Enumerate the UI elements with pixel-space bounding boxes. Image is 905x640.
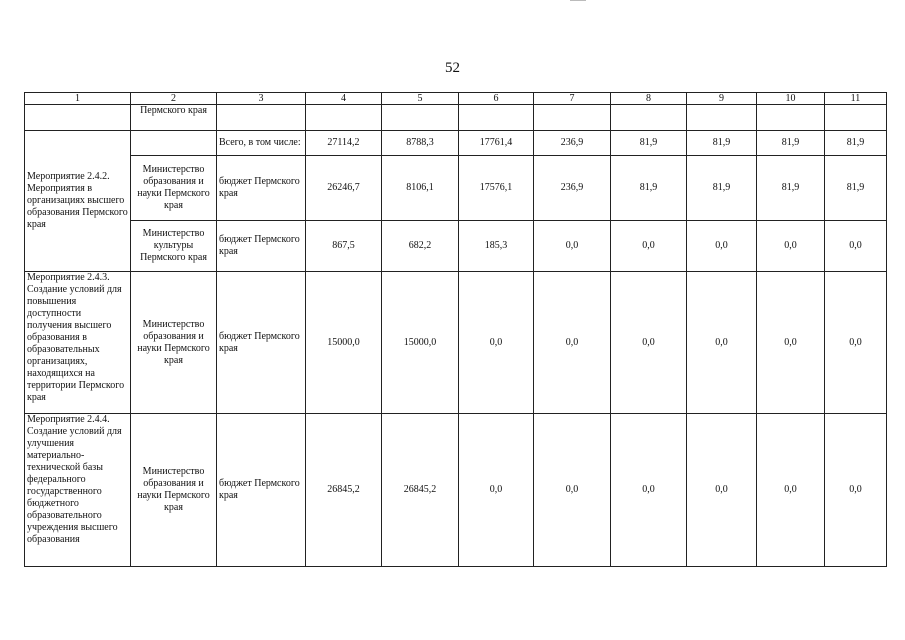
value-cell: 0,0 xyxy=(825,414,887,567)
column-header: 5 xyxy=(382,93,459,105)
value-cell: 0,0 xyxy=(611,272,687,414)
table-row-242-culture xyxy=(25,221,887,272)
table-row-242-total xyxy=(25,131,887,156)
value-cell: 17761,4 xyxy=(459,131,534,156)
empty-cell xyxy=(131,131,217,156)
event-title-cell: Мероприятие 2.4.4. Создание условий для улучшения материально-технической базы федерального государственного бюджетного образовательного учреждения высшего образования xyxy=(25,414,131,567)
empty-cell xyxy=(757,105,825,131)
value-cell: 81,9 xyxy=(757,131,825,156)
value-cell: 8788,3 xyxy=(382,131,459,156)
value-cell: 0,0 xyxy=(611,221,687,272)
value-cell: 0,0 xyxy=(825,272,887,414)
empty-cell xyxy=(459,105,534,131)
table-row-244 xyxy=(25,414,887,567)
source-cell: Всего, в том числе: xyxy=(217,131,306,156)
table-row-243 xyxy=(25,272,887,414)
column-header: 1 xyxy=(25,93,131,105)
empty-cell xyxy=(25,105,131,131)
column-header: 11 xyxy=(825,93,887,105)
value-cell: 81,9 xyxy=(757,156,825,221)
value-cell: 0,0 xyxy=(534,221,611,272)
value-cell: 81,9 xyxy=(825,156,887,221)
source-cell: бюджет Пермского края xyxy=(217,272,306,414)
budget-table xyxy=(24,92,887,567)
value-cell: 0,0 xyxy=(687,272,757,414)
value-cell: 236,9 xyxy=(534,131,611,156)
value-cell: 0,0 xyxy=(757,221,825,272)
value-cell: 81,9 xyxy=(687,156,757,221)
executor-cell: Министерство образования и науки Пермского края xyxy=(131,272,217,414)
value-cell: 682,2 xyxy=(382,221,459,272)
value-cell: 81,9 xyxy=(825,131,887,156)
value-cell: 15000,0 xyxy=(382,272,459,414)
empty-cell xyxy=(687,105,757,131)
value-cell: 81,9 xyxy=(687,131,757,156)
empty-cell xyxy=(611,105,687,131)
empty-cell xyxy=(217,105,306,131)
value-cell: 0,0 xyxy=(757,272,825,414)
executor-cell: Пермского края xyxy=(131,105,217,131)
value-cell: 8106,1 xyxy=(382,156,459,221)
empty-cell xyxy=(534,105,611,131)
column-header: 8 xyxy=(611,93,687,105)
table-row-carry-over xyxy=(25,105,887,131)
value-cell: 0,0 xyxy=(534,272,611,414)
empty-cell xyxy=(825,105,887,131)
column-header: 9 xyxy=(687,93,757,105)
executor-cell: Министерство культуры Пермского края xyxy=(131,221,217,272)
value-cell: 0,0 xyxy=(687,221,757,272)
value-cell: 867,5 xyxy=(306,221,382,272)
source-cell: бюджет Пермского края xyxy=(217,221,306,272)
column-header: 3 xyxy=(217,93,306,105)
value-cell: 0,0 xyxy=(534,414,611,567)
value-cell: 81,9 xyxy=(611,156,687,221)
event-title-cell: Мероприятие 2.4.2. Мероприятия в организациях высшего образования Пермского края xyxy=(25,131,131,272)
value-cell: 0,0 xyxy=(825,221,887,272)
value-cell: 27114,2 xyxy=(306,131,382,156)
empty-cell xyxy=(306,105,382,131)
table-row-242-education xyxy=(25,156,887,221)
column-header: 7 xyxy=(534,93,611,105)
value-cell: 0,0 xyxy=(757,414,825,567)
column-header: 4 xyxy=(306,93,382,105)
value-cell: 185,3 xyxy=(459,221,534,272)
value-cell: 26845,2 xyxy=(306,414,382,567)
scan-artifact-line xyxy=(570,0,586,1)
column-header: 2 xyxy=(131,93,217,105)
value-cell: 0,0 xyxy=(687,414,757,567)
value-cell: 0,0 xyxy=(459,414,534,567)
page-number: 52 xyxy=(445,60,460,76)
value-cell: 81,9 xyxy=(611,131,687,156)
value-cell: 26246,7 xyxy=(306,156,382,221)
value-cell: 0,0 xyxy=(459,272,534,414)
source-cell: бюджет Пермского края xyxy=(217,414,306,567)
value-cell: 236,9 xyxy=(534,156,611,221)
column-header: 10 xyxy=(757,93,825,105)
value-cell: 17576,1 xyxy=(459,156,534,221)
executor-cell: Министерство образования и науки Пермского края xyxy=(131,156,217,221)
value-cell: 0,0 xyxy=(611,414,687,567)
empty-cell xyxy=(382,105,459,131)
source-cell: бюджет Пермского края xyxy=(217,156,306,221)
column-header: 6 xyxy=(459,93,534,105)
event-title-cell: Мероприятие 2.4.3. Создание условий для повышения доступности получения высшего образования в образовательных организациях, находящихся на территории Пермского края xyxy=(25,272,131,414)
value-cell: 15000,0 xyxy=(306,272,382,414)
executor-cell: Министерство образования и науки Пермского края xyxy=(131,414,217,567)
header-row xyxy=(25,93,887,105)
value-cell: 26845,2 xyxy=(382,414,459,567)
